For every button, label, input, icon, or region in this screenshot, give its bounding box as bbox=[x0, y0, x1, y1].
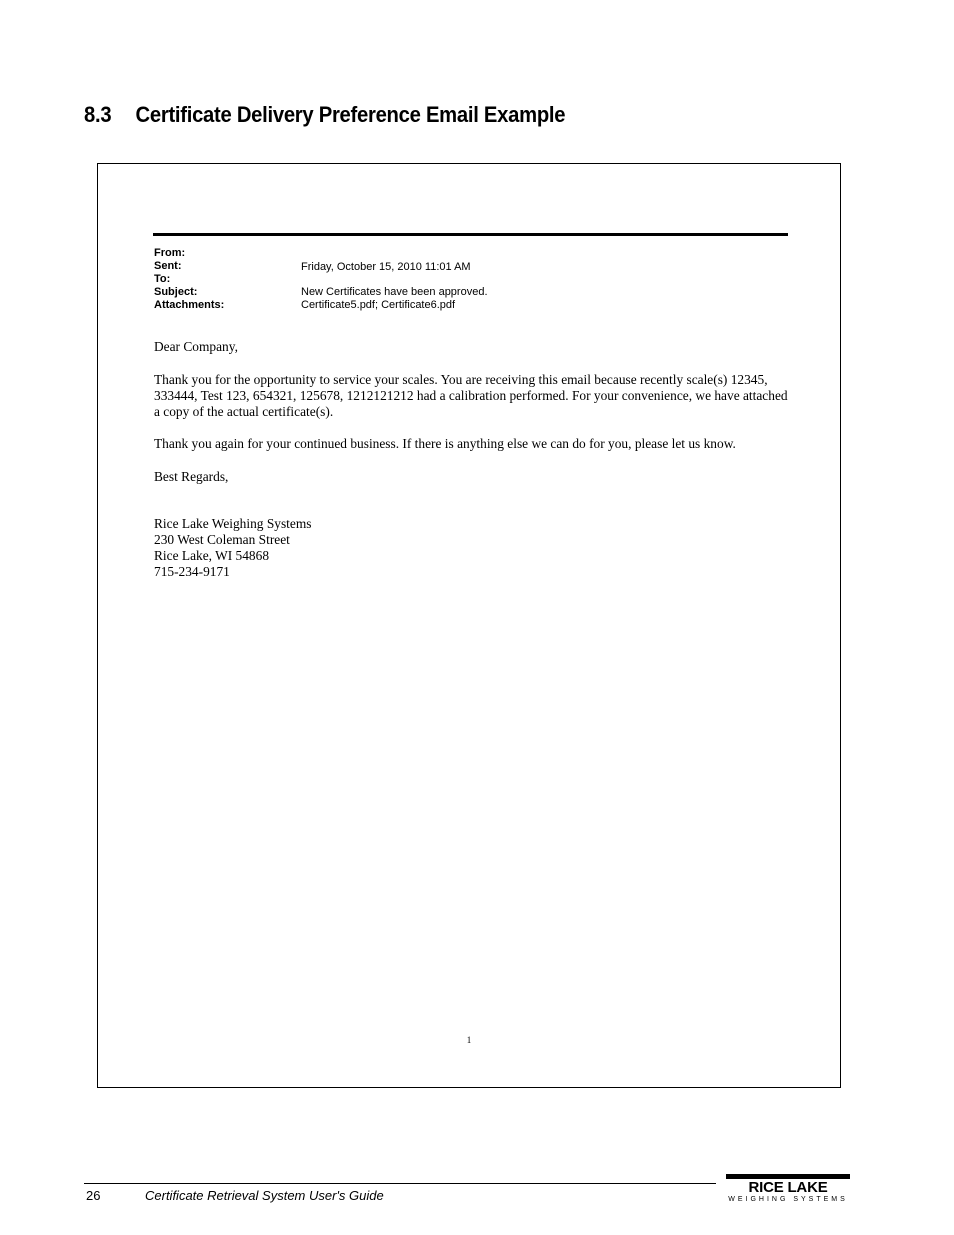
signature-city: Rice Lake, WI 54868 bbox=[154, 547, 270, 563]
header-label: From: bbox=[154, 247, 186, 259]
footer-rule bbox=[84, 1183, 716, 1184]
logo-subtext: WEIGHING SYSTEMS bbox=[728, 1196, 848, 1203]
section-title: Certificate Delivery Preference Email Example bbox=[135, 102, 566, 127]
header-label: Subject: bbox=[154, 286, 198, 298]
header-row-attachments bbox=[154, 299, 488, 312]
signature-street: 230 West Coleman Street bbox=[154, 531, 290, 547]
email-page-number: 1 bbox=[466, 1035, 472, 1045]
footer-document-title: Certificate Retrieval System User's Guide bbox=[145, 1188, 384, 1203]
header-value: New Certificates have been approved. bbox=[301, 286, 488, 298]
header-label: Attachments: bbox=[154, 299, 225, 311]
rice-lake-logo bbox=[724, 1174, 852, 1206]
logo-text: RICE LAKE bbox=[748, 1179, 828, 1196]
header-label: Sent: bbox=[154, 260, 182, 272]
email-signature bbox=[154, 516, 794, 580]
header-row-from bbox=[154, 247, 488, 260]
email-paragraph: Thank you again for your continued business. If there is anything else we can do for you, please let us know. bbox=[154, 436, 736, 451]
header-row-to bbox=[154, 273, 488, 286]
email-body bbox=[154, 339, 794, 580]
email-header-fields bbox=[154, 247, 488, 312]
header-value: Friday, October 15, 2010 11:01 AM bbox=[301, 261, 471, 273]
header-row-sent bbox=[154, 260, 488, 273]
footer-page-number: 26 bbox=[86, 1188, 101, 1203]
signature-company: Rice Lake Weighing Systems bbox=[154, 515, 312, 531]
email-greeting: Dear Company, bbox=[154, 339, 238, 354]
header-label: To: bbox=[154, 273, 171, 285]
email-paragraph: Thank you for the opportunity to service your scales. You are receiving this email because recently scale(s) 12345, 333444, Test 123, 654321, 125678, 1212121212 had a calibration performed. For your convenience, we have attached a copy of the actual certificate(s). bbox=[154, 371, 788, 419]
signature-phone: 715-234-9171 bbox=[154, 563, 230, 579]
header-value: Certificate5.pdf; Certificate6.pdf bbox=[301, 299, 456, 311]
email-closing: Best Regards, bbox=[154, 468, 229, 484]
section-heading bbox=[84, 102, 565, 128]
email-example-frame bbox=[97, 163, 841, 1088]
email-header-rule bbox=[153, 233, 788, 236]
section-number: 8.3 bbox=[84, 102, 112, 127]
header-row-subject bbox=[154, 286, 488, 299]
